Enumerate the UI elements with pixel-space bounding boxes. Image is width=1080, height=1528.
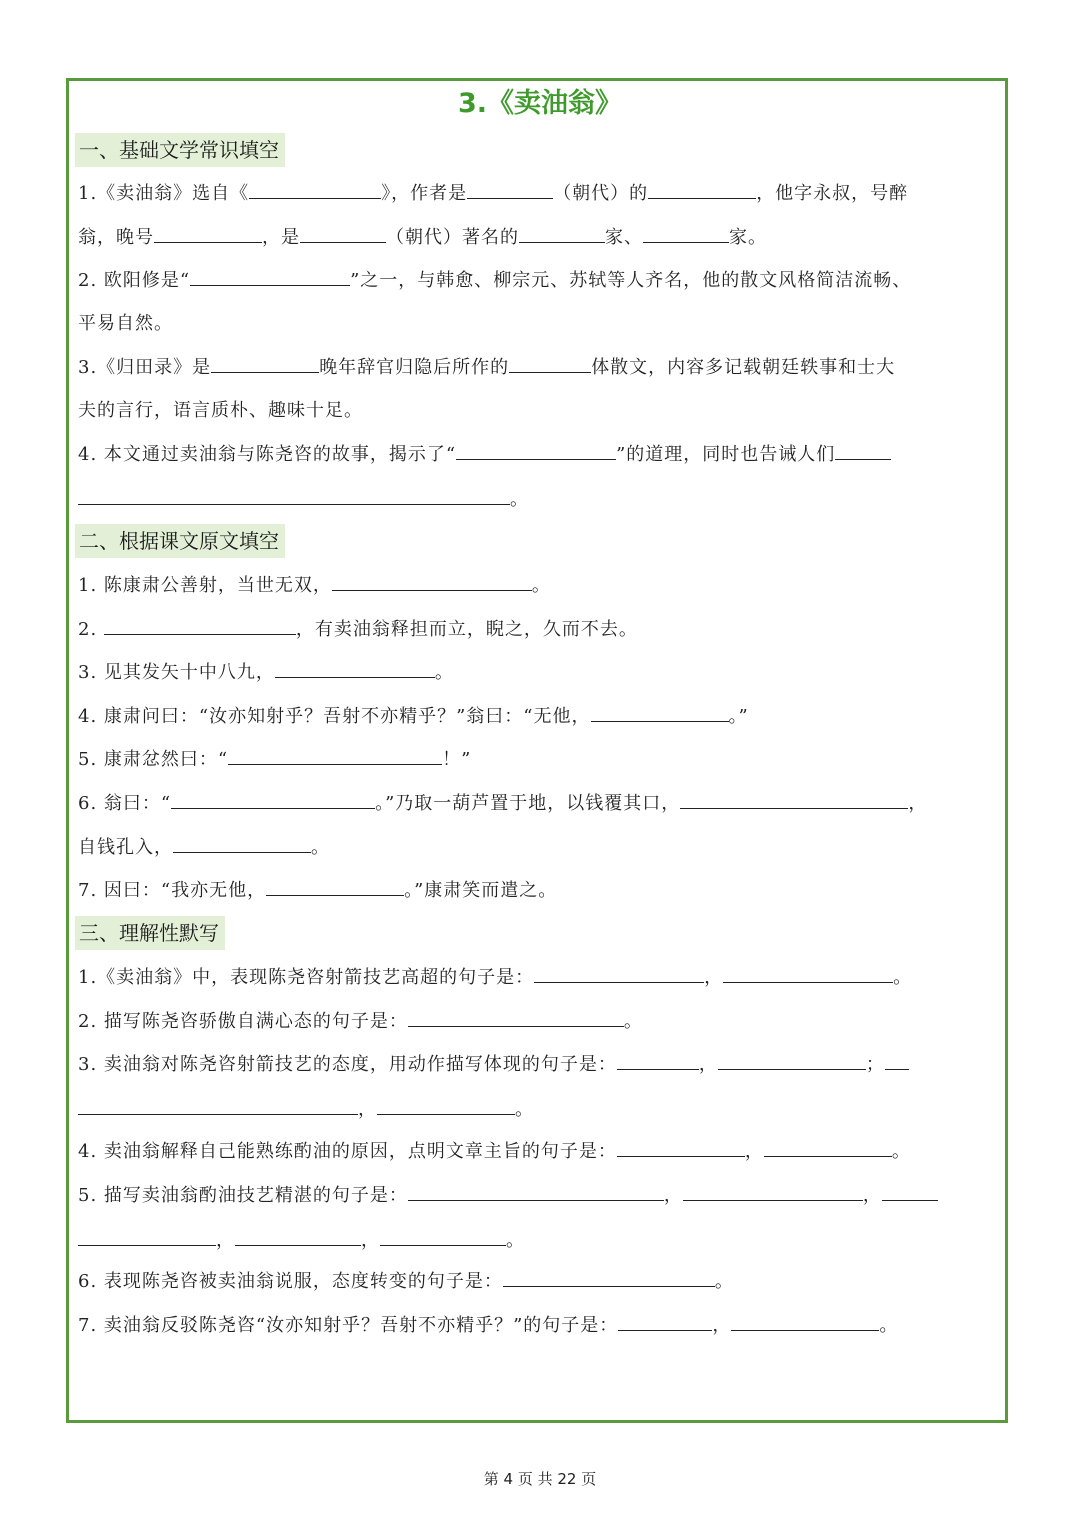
question-line: 2. 描写陈尧咨骄傲自满心态的句子是： 。 [78, 1008, 643, 1035]
answer-blank[interactable] [78, 1096, 358, 1115]
question-line: 2. ，有卖油翁释担而立，睨之，久而不去。 [78, 616, 638, 643]
answer-blank[interactable] [467, 180, 553, 199]
question-line: 1. 陈康肃公善射，当世无双， 。 [78, 572, 551, 599]
question-line: 1.《卖油翁》选自《 》，作者是 （朝代）的 ，他字永叔，号醉 [78, 180, 908, 207]
answer-blank[interactable] [683, 1182, 863, 1201]
question-line: 翁，晚号 ，是 （朝代）著名的 家、 家。 [78, 224, 767, 251]
answer-blank[interactable] [249, 180, 381, 199]
answer-blank[interactable] [617, 1138, 745, 1157]
answer-blank[interactable] [190, 267, 350, 286]
section-heading-1: 一、基础文学常识填空 [75, 133, 285, 167]
question-line: 3.《归田录》是 晚年辞官归隐后所作的 体散文，内容多记载朝廷轶事和士大 [78, 354, 895, 381]
question-line: 。 [78, 486, 529, 513]
question-line: 自钱孔入， 。 [78, 834, 330, 861]
answer-blank[interactable] [618, 1312, 712, 1331]
answer-blank[interactable] [835, 441, 891, 460]
question-line: 夫的言行，语言质朴、趣味十足。 [78, 400, 363, 421]
answer-blank[interactable] [380, 1227, 506, 1246]
answer-blank[interactable] [300, 224, 386, 243]
answer-blank[interactable] [78, 1227, 216, 1246]
question-line: 3. 卖油翁对陈尧咨射箭技艺的态度，用动作描写体现的句子是： ， ； [78, 1051, 909, 1078]
answer-blank[interactable] [882, 1182, 938, 1201]
answer-blank[interactable] [332, 572, 532, 591]
answer-blank[interactable] [591, 703, 729, 722]
question-line: 平易自然。 [78, 313, 173, 334]
answer-blank[interactable] [643, 224, 729, 243]
answer-blank[interactable] [211, 354, 319, 373]
answer-blank[interactable] [764, 1138, 892, 1157]
question-line: 6. 表现陈尧咨被卖油翁说服，态度转变的句子是： 。 [78, 1268, 734, 1295]
question-line: ， 。 [78, 1096, 534, 1123]
answer-blank[interactable] [408, 1008, 624, 1027]
answer-blank[interactable] [723, 964, 893, 983]
question-line: 3. 见其发矢十中八九， 。 [78, 659, 454, 686]
answer-blank[interactable] [680, 790, 908, 809]
question-line: 1.《卖油翁》中，表现陈尧咨射箭技艺高超的句子是： ， 。 [78, 964, 912, 991]
question-line: 4. 本文通过卖油翁与陈尧咨的故事，揭示了“ ”的道理，同时也告诫人们 [78, 441, 891, 468]
question-line: 5. 康肃忿然曰：“ ！” [78, 746, 471, 773]
answer-blank[interactable] [377, 1096, 515, 1115]
question-line: 6. 翁曰：“ 。”乃取一葫芦置于地，以钱覆其口， ， [78, 790, 927, 817]
question-line: 4. 卖油翁解释自己能熟练酌油的原因，点明文章主旨的句子是： ， 。 [78, 1138, 911, 1165]
answer-blank[interactable] [173, 834, 311, 853]
answer-blank[interactable] [885, 1051, 909, 1070]
answer-blank[interactable] [171, 790, 375, 809]
answer-blank[interactable] [78, 486, 510, 505]
section-heading-3: 三、理解性默写 [75, 916, 225, 950]
answer-blank[interactable] [266, 877, 404, 896]
answer-blank[interactable] [718, 1051, 866, 1070]
question-line: 2. 欧阳修是“ ”之一，与韩愈、柳宗元、苏轼等人齐名，他的散文风格简洁流畅、 [78, 267, 911, 294]
answer-blank[interactable] [534, 964, 704, 983]
answer-blank[interactable] [154, 224, 262, 243]
answer-blank[interactable] [104, 616, 296, 635]
question-line: 7. 因曰：“我亦无他， 。”康肃笑而遣之。 [78, 877, 557, 904]
answer-blank[interactable] [235, 1227, 361, 1246]
answer-blank[interactable] [731, 1312, 879, 1331]
question-line: 7. 卖油翁反驳陈尧咨“汝亦知射乎？吾射不亦精乎？”的句子是： ， 。 [78, 1312, 898, 1339]
page-number: 第 4 页 共 22 页 [483, 1470, 597, 1488]
page-title: 3.《卖油翁》 [457, 88, 623, 119]
answer-blank[interactable] [456, 441, 616, 460]
answer-blank[interactable] [228, 746, 442, 765]
answer-blank[interactable] [275, 659, 435, 678]
question-line: 5. 描写卖油翁酌油技艺精湛的句子是： ， ， [78, 1182, 938, 1209]
question-line: ， ， 。 [78, 1227, 525, 1254]
question-line: 4. 康肃问曰：“汝亦知射乎？吾射不亦精乎？”翁曰：“无他， 。” [78, 703, 749, 730]
answer-blank[interactable] [519, 224, 605, 243]
section-heading-2: 二、根据课文原文填空 [75, 524, 285, 558]
answer-blank[interactable] [509, 354, 591, 373]
answer-blank[interactable] [408, 1182, 664, 1201]
answer-blank[interactable] [617, 1051, 699, 1070]
answer-blank[interactable] [648, 180, 756, 199]
answer-blank[interactable] [503, 1268, 715, 1287]
